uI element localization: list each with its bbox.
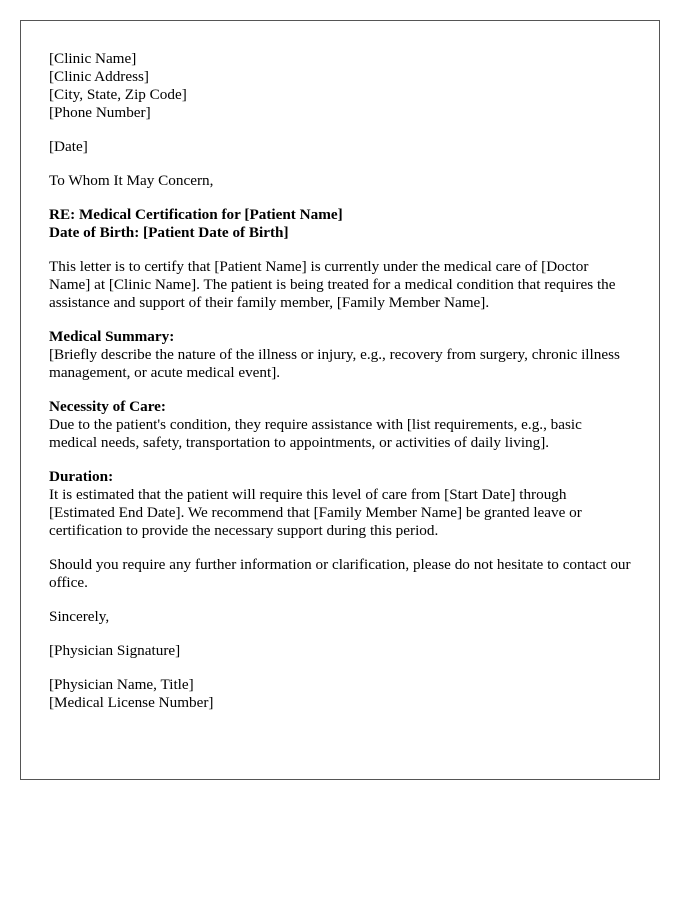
- closing-paragraph: [49, 556, 631, 592]
- clinic-header: [49, 50, 631, 122]
- clinic-city-state-zip: [City, State, Zip Code]: [49, 86, 187, 103]
- clinic-address: [Clinic Address]: [49, 68, 149, 85]
- medical-summary-section: [49, 328, 631, 382]
- clinic-phone: [Phone Number]: [49, 104, 151, 121]
- signature-block: [49, 642, 631, 660]
- salutation: [49, 172, 631, 190]
- physician-details: [49, 676, 631, 712]
- duration-body: It is estimated that the patient will require this level of care from [Start Date] through [Estimated End Date]. We recommend that [Family Member Name] be granted leave or certification to provide the necessary support during this period.: [49, 486, 582, 539]
- clinic-name: [Clinic Name]: [49, 50, 137, 67]
- intro-paragraph: [49, 258, 631, 312]
- date-text: [Date]: [49, 138, 88, 155]
- signoff-text: Sincerely,: [49, 608, 110, 625]
- re-block: [49, 206, 631, 242]
- letter-page: [20, 20, 660, 780]
- medical-summary-body: [Briefly describe the nature of the illness or injury, e.g., recovery from surgery, chronic illness management, or acute medical event].: [49, 346, 620, 381]
- re-subject: RE: Medical Certification for [Patient Name]: [49, 206, 343, 223]
- intro-text: This letter is to certify that [Patient Name] is currently under the medical care of [Doctor Name] at [Clinic Name]. The patient is being treated for a medical condition that requires the assistance and support of their family member, [Family Member Name].: [49, 258, 616, 311]
- duration-heading: Duration:: [49, 468, 114, 485]
- necessity-heading: Necessity of Care:: [49, 398, 166, 415]
- necessity-body: Due to the patient's condition, they require assistance with [list requirements, e.g., basic medical needs, safety, transportation to appointments, or activities of daily living].: [49, 416, 582, 451]
- medical-summary-heading: Medical Summary:: [49, 328, 175, 345]
- physician-signature: [Physician Signature]: [49, 642, 181, 659]
- signoff: [49, 608, 631, 626]
- medical-license-number: [Medical License Number]: [49, 694, 214, 711]
- necessity-section: [49, 398, 631, 452]
- physician-name-title: [Physician Name, Title]: [49, 676, 194, 693]
- closing-text: Should you require any further information or clarification, please do not hesitate to contact our office.: [49, 556, 631, 591]
- letter-date: [49, 138, 631, 156]
- salutation-text: To Whom It May Concern,: [49, 172, 214, 189]
- duration-section: [49, 468, 631, 540]
- re-date-of-birth: Date of Birth: [Patient Date of Birth]: [49, 224, 289, 241]
